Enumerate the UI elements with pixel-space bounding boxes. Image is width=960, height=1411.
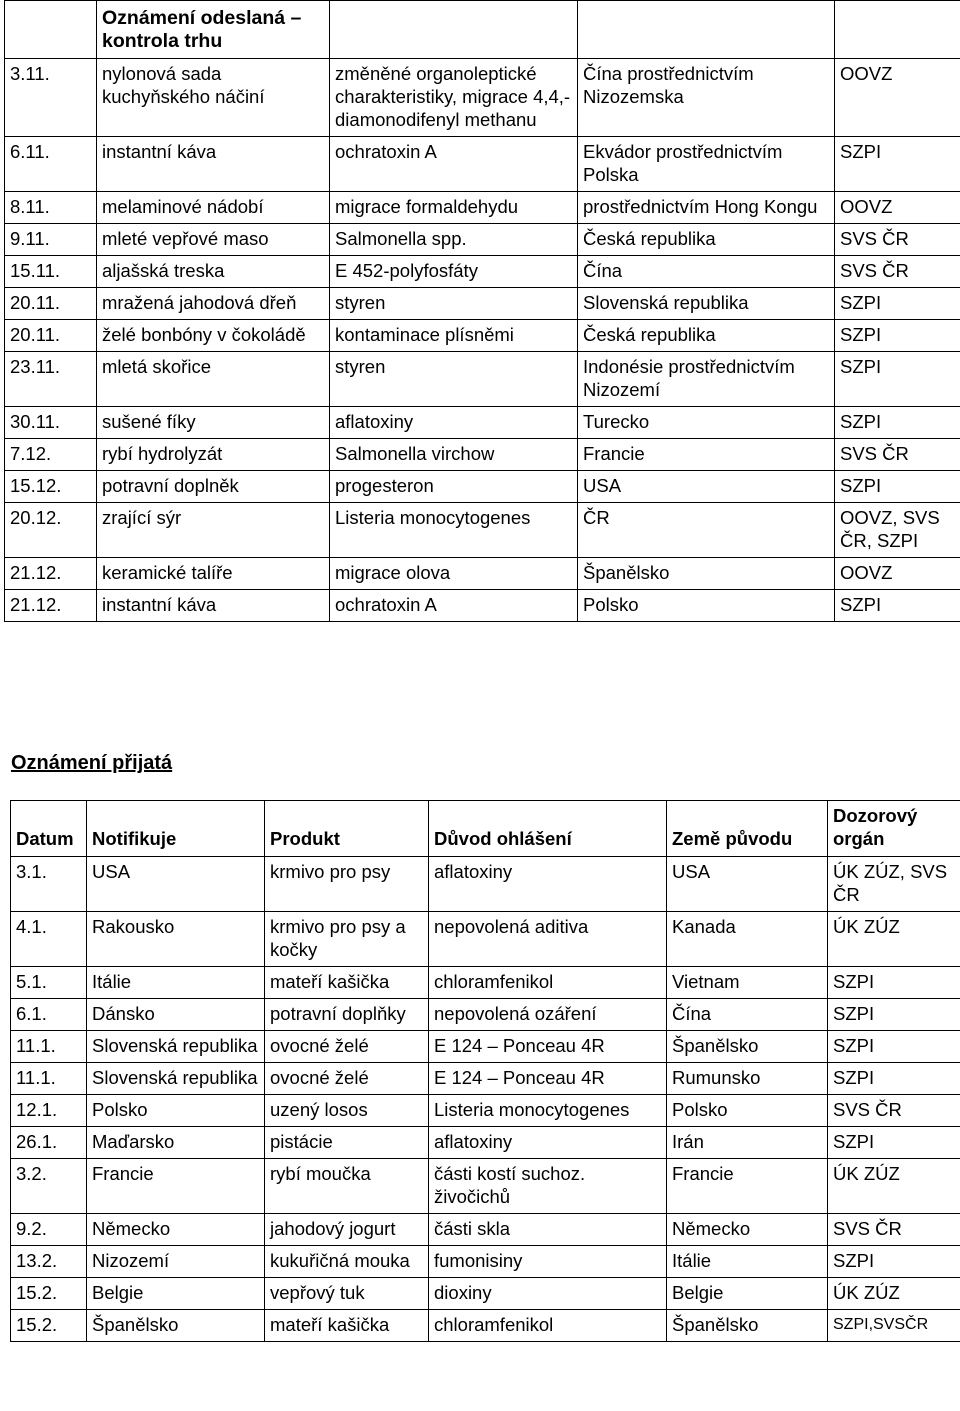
cell-product: nylonová sada kuchyňského náčiní [97, 59, 330, 137]
cell-origin: Polsko [667, 1095, 828, 1127]
cell-reason: E 452-polyfosfáty [330, 256, 578, 288]
cell-product: potravní doplňky [265, 999, 429, 1031]
table-row [5, 137, 960, 192]
cell-product: instantní káva [97, 590, 330, 622]
cell-authority: ÚK ZÚZ [828, 912, 960, 967]
table-row [5, 352, 960, 407]
cell-reason: styren [330, 352, 578, 407]
cell-origin: Čína prostřednictvím Nizozemska [578, 59, 835, 137]
cell-date: 6.11. [5, 137, 97, 192]
cell-product: krmivo pro psy a kočky [265, 912, 429, 967]
cell-origin: Česká republika [578, 224, 835, 256]
table-row [11, 1278, 960, 1310]
cell-reason: kontaminace plísněmi [330, 320, 578, 352]
cell-authority: SVS ČR [828, 1095, 960, 1127]
cell-date: 20.11. [5, 288, 97, 320]
cell-origin: Turecko [578, 407, 835, 439]
cell-origin: Španělsko [578, 558, 835, 590]
cell-date: 15.12. [5, 471, 97, 503]
cell-authority: OOVZ [835, 192, 960, 224]
cell-reason: ochratoxin A [330, 137, 578, 192]
cell-authority: SZPI [835, 352, 960, 407]
cell-product: uzený losos [265, 1095, 429, 1127]
cell-product: vepřový tuk [265, 1278, 429, 1310]
cell-origin: prostřednictvím Hong Kongu [578, 192, 835, 224]
cell-reason: E 124 – Ponceau 4R [429, 1031, 667, 1063]
cell-reason: nepovolená aditiva [429, 912, 667, 967]
cell-date: 12.1. [11, 1095, 87, 1127]
cell-product: melaminové nádobí [97, 192, 330, 224]
received-notifications-table [10, 800, 960, 1342]
cell-notifier: USA [87, 857, 265, 912]
table-row [5, 320, 960, 352]
header-authority: Dozorový orgán [828, 801, 960, 857]
cell-notifier: Itálie [87, 967, 265, 999]
table-row [11, 1310, 960, 1342]
cell-origin: Belgie [667, 1278, 828, 1310]
cell-product: krmivo pro psy [265, 857, 429, 912]
cell-authority: ÚK ZÚZ, SVS ČR [828, 857, 960, 912]
table-header-row [11, 801, 960, 857]
cell-reason: Salmonella virchow [330, 439, 578, 471]
cell-product: mleté vepřové maso [97, 224, 330, 256]
cell-date: 4.1. [11, 912, 87, 967]
cell-reason: migrace formaldehydu [330, 192, 578, 224]
table-row [5, 224, 960, 256]
cell-origin: Ekvádor prostřednictvím Polska [578, 137, 835, 192]
cell-authority: SZPI [835, 407, 960, 439]
cell-reason: styren [330, 288, 578, 320]
cell-date: 21.12. [5, 558, 97, 590]
cell-product: mletá skořice [97, 352, 330, 407]
cell-product: instantní káva [97, 137, 330, 192]
cell-date: 15.2. [11, 1310, 87, 1342]
cell-authority: SZPI [828, 1063, 960, 1095]
cell-product: ovocné želé [265, 1031, 429, 1063]
empty-cell [330, 1, 578, 59]
table-row [5, 1, 960, 59]
header-notifier: Notifikuje [87, 801, 265, 857]
cell-origin: Francie [578, 439, 835, 471]
cell-authority: SZPI [828, 1031, 960, 1063]
cell-origin: Španělsko [667, 1031, 828, 1063]
header-date: Datum [11, 801, 87, 857]
cell-authority: ÚK ZÚZ [828, 1159, 960, 1214]
cell-origin: Čína [578, 256, 835, 288]
cell-origin: Indonésie prostřednictvím Nizozemí [578, 352, 835, 407]
cell-notifier: Francie [87, 1159, 265, 1214]
cell-date: 20.11. [5, 320, 97, 352]
table-row [5, 439, 960, 471]
cell-origin: Polsko [578, 590, 835, 622]
cell-notifier: Německo [87, 1214, 265, 1246]
cell-reason: fumonisiny [429, 1246, 667, 1278]
cell-origin: Slovenská republika [578, 288, 835, 320]
cell-notifier: Polsko [87, 1095, 265, 1127]
table-row [11, 1095, 960, 1127]
sent-notifications-table [4, 0, 960, 622]
cell-authority: OOVZ, SVS ČR, SZPI [835, 503, 960, 558]
cell-reason: chloramfenikol [429, 967, 667, 999]
header-origin: Země původu [667, 801, 828, 857]
cell-reason: části kostí suchoz. živočichů [429, 1159, 667, 1214]
table-row [5, 288, 960, 320]
cell-origin: Česká republika [578, 320, 835, 352]
cell-date: 3.2. [11, 1159, 87, 1214]
cell-reason: Listeria monocytogenes [429, 1095, 667, 1127]
table-row [11, 857, 960, 912]
table-row [11, 1063, 960, 1095]
cell-date: 15.11. [5, 256, 97, 288]
cell-authority: SZPI [828, 1127, 960, 1159]
cell-authority: SZPI [835, 288, 960, 320]
cell-origin: Vietnam [667, 967, 828, 999]
cell-product: keramické talíře [97, 558, 330, 590]
cell-date: 9.11. [5, 224, 97, 256]
empty-cell [5, 1, 97, 59]
cell-product: kukuřičná mouka [265, 1246, 429, 1278]
table-row [5, 471, 960, 503]
cell-origin: Rumunsko [667, 1063, 828, 1095]
table-row [11, 1031, 960, 1063]
received-section-title: Oznámení přijatá [11, 752, 173, 774]
cell-product: aljašská treska [97, 256, 330, 288]
cell-reason: ochratoxin A [330, 590, 578, 622]
cell-date: 21.12. [5, 590, 97, 622]
cell-product: sušené fíky [97, 407, 330, 439]
cell-notifier: Dánsko [87, 999, 265, 1031]
cell-reason: progesteron [330, 471, 578, 503]
cell-date: 9.2. [11, 1214, 87, 1246]
cell-reason: části skla [429, 1214, 667, 1246]
cell-notifier: Rakousko [87, 912, 265, 967]
cell-authority: SVS ČR [835, 224, 960, 256]
cell-reason: chloramfenikol [429, 1310, 667, 1342]
cell-date: 5.1. [11, 967, 87, 999]
empty-cell [835, 1, 960, 59]
cell-product: mateří kašička [265, 967, 429, 999]
table-row [11, 1127, 960, 1159]
cell-product: rybí hydrolyzát [97, 439, 330, 471]
cell-origin: Irán [667, 1127, 828, 1159]
cell-origin: USA [578, 471, 835, 503]
cell-origin: USA [667, 857, 828, 912]
cell-origin: ČR [578, 503, 835, 558]
cell-reason: aflatoxiny [429, 857, 667, 912]
table-row [5, 192, 960, 224]
cell-date: 7.12. [5, 439, 97, 471]
cell-product: rybí moučka [265, 1159, 429, 1214]
table-row [5, 256, 960, 288]
cell-reason: E 124 – Ponceau 4R [429, 1063, 667, 1095]
table-row [5, 59, 960, 137]
cell-reason: dioxiny [429, 1278, 667, 1310]
cell-authority: SZPI [828, 999, 960, 1031]
cell-date: 20.12. [5, 503, 97, 558]
cell-authority: SZPI,SVSČR [828, 1310, 960, 1342]
cell-origin: Čína [667, 999, 828, 1031]
empty-cell [578, 1, 835, 59]
cell-reason: migrace olova [330, 558, 578, 590]
cell-origin: Kanada [667, 912, 828, 967]
table-row [5, 407, 960, 439]
cell-date: 6.1. [11, 999, 87, 1031]
cell-reason: aflatoxiny [330, 407, 578, 439]
cell-date: 15.2. [11, 1278, 87, 1310]
cell-date: 11.1. [11, 1063, 87, 1095]
cell-date: 11.1. [11, 1031, 87, 1063]
cell-reason: Listeria monocytogenes [330, 503, 578, 558]
cell-authority: SZPI [835, 137, 960, 192]
cell-origin: Francie [667, 1159, 828, 1214]
cell-authority: OOVZ [835, 59, 960, 137]
cell-authority: SZPI [828, 1246, 960, 1278]
cell-authority: SVS ČR [828, 1214, 960, 1246]
table-row [11, 1214, 960, 1246]
cell-notifier: Slovenská republika [87, 1031, 265, 1063]
cell-date: 23.11. [5, 352, 97, 407]
table-row [11, 967, 960, 999]
cell-date: 8.11. [5, 192, 97, 224]
cell-authority: SZPI [835, 320, 960, 352]
cell-origin: Itálie [667, 1246, 828, 1278]
header-product: Produkt [265, 801, 429, 857]
cell-reason: nepovolená ozáření [429, 999, 667, 1031]
header-reason: Důvod ohlášení [429, 801, 667, 857]
cell-notifier: Slovenská republika [87, 1063, 265, 1095]
cell-notifier: Nizozemí [87, 1246, 265, 1278]
cell-product: mražená jahodová dřeň [97, 288, 330, 320]
cell-date: 30.11. [5, 407, 97, 439]
table-row [5, 590, 960, 622]
cell-notifier: Belgie [87, 1278, 265, 1310]
cell-date: 26.1. [11, 1127, 87, 1159]
cell-authority: SZPI [828, 967, 960, 999]
cell-product: zrající sýr [97, 503, 330, 558]
cell-origin: Španělsko [667, 1310, 828, 1342]
table-row [11, 912, 960, 967]
cell-product: potravní doplněk [97, 471, 330, 503]
table-row [11, 1159, 960, 1214]
cell-authority: SVS ČR [835, 439, 960, 471]
table-row [5, 558, 960, 590]
cell-product: želé bonbóny v čokoládě [97, 320, 330, 352]
table-row [11, 999, 960, 1031]
cell-product: mateří kašička [265, 1310, 429, 1342]
cell-reason: aflatoxiny [429, 1127, 667, 1159]
cell-authority: OOVZ [835, 558, 960, 590]
cell-authority: SZPI [835, 471, 960, 503]
cell-product: pistácie [265, 1127, 429, 1159]
cell-authority: SZPI [835, 590, 960, 622]
cell-date: 3.11. [5, 59, 97, 137]
sent-section-title: Oznámení odeslaná – kontrola trhu [97, 1, 330, 59]
cell-reason: Salmonella spp. [330, 224, 578, 256]
table-row [5, 503, 960, 558]
cell-notifier: Španělsko [87, 1310, 265, 1342]
cell-product: ovocné želé [265, 1063, 429, 1095]
cell-origin: Německo [667, 1214, 828, 1246]
cell-notifier: Maďarsko [87, 1127, 265, 1159]
cell-reason: změněné organoleptické charakteristiky, migrace 4,4,-diamonodifenyl methanu [330, 59, 578, 137]
cell-date: 13.2. [11, 1246, 87, 1278]
cell-date: 3.1. [11, 857, 87, 912]
table-row [11, 1246, 960, 1278]
cell-authority: SVS ČR [835, 256, 960, 288]
cell-product: jahodový jogurt [265, 1214, 429, 1246]
cell-authority: ÚK ZÚZ [828, 1278, 960, 1310]
